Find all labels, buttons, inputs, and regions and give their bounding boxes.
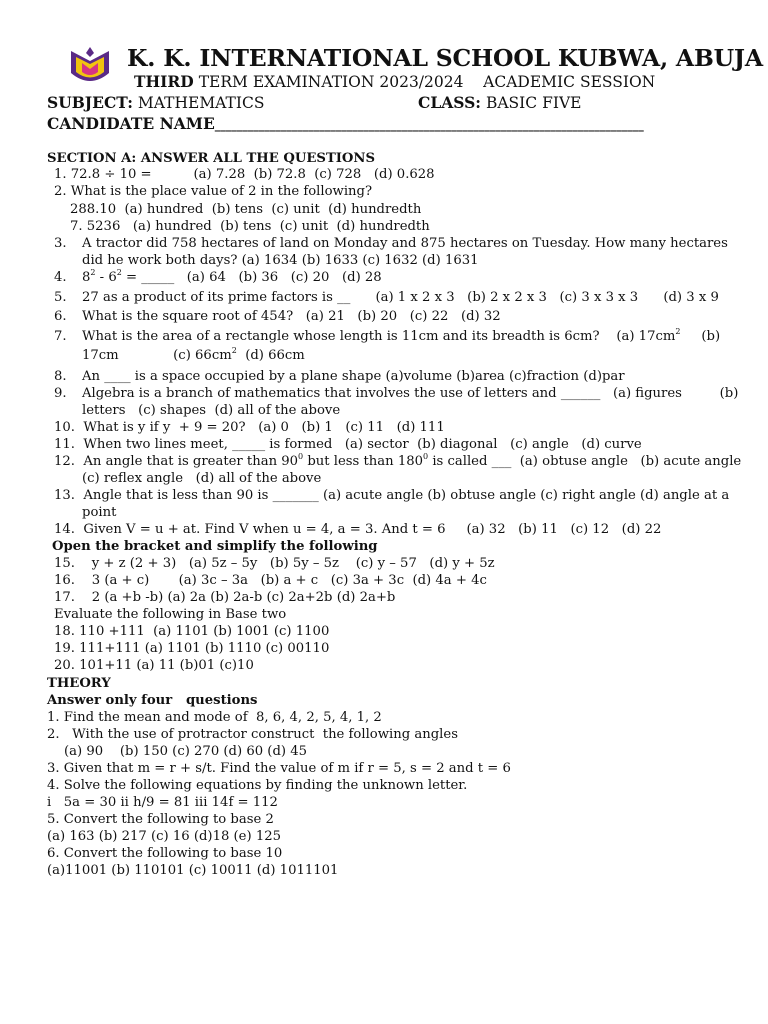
term-bold: THIRD (134, 72, 194, 91)
q7-exponent-2: 2 (231, 346, 237, 355)
question-11: 11. When two lines meet, _____ is formed (a) sector (b) diagonal (c) angle (d) curve (54, 437, 642, 452)
term-rest: TERM EXAMINATION 2023/2024 ACADEMIC SESSION (193, 73, 656, 91)
question-5-number: 5. (54, 290, 67, 305)
question-13-cont: point (82, 505, 117, 520)
q4-rest: = _____ (a) 64 (b) 36 (c) 20 (d) 28 (121, 270, 382, 285)
question-5: 27 as a product of its prime factors is __ (a) 1 x 2 x 3 (b) 2 x 2 x 3 (c) 3 x 3 x 3 (d) 3 x 9 (82, 290, 719, 305)
theory-question-5: 5. Convert the following to base 2 (47, 812, 274, 827)
question-3-cont: did he work both days? (a) 1634 (b) 1633 (c) 1632 (d) 1631 (82, 253, 479, 268)
question-20: 20. 101+11 (a) 11 (b)01 (c)10 (54, 658, 254, 673)
section-a-title: SECTION A: ANSWER ALL THE QUESTIONS (47, 151, 375, 166)
school-name: K. K. INTERNATIONAL SCHOOL KUBWA, ABUJA (127, 44, 763, 72)
question-9: Algebra is a branch of mathematics that involves the use of letters and ______ (a) figures (b) (82, 386, 739, 401)
q4-exponent-2: 2 (116, 268, 122, 277)
question-12 (54, 453, 741, 470)
question-2-part-b: 7. 5236 (a) hundred (b) tens (c) unit (d) hundredth (70, 219, 430, 234)
question-8: An ____ is a space occupied by a plane shape (a)volume (b)area (c)fraction (d)par (82, 369, 625, 384)
question-1: 1. 72.8 ÷ 10 = (a) 7.28 (b) 72.8 (c) 728 (d) 0.628 (54, 167, 435, 182)
theory-question-2: 2. With the use of protractor construct the following angles (47, 727, 458, 742)
school-crest-logo (68, 47, 112, 89)
subject-value: MATHEMATICS (133, 94, 265, 112)
theory-question-1: 1. Find the mean and mode of 8, 6, 4, 2, 5, 4, 1, 2 (47, 710, 382, 725)
candidate-name-line (47, 114, 644, 133)
theory-question-4-parts: i 5a = 30 ii h/9 = 81 iii 14f = 112 (47, 795, 278, 810)
question-6: What is the square root of 454? (a) 21 (b) 20 (c) 22 (d) 32 (82, 309, 501, 324)
q7-option-d: (d) 66cm (236, 348, 305, 363)
exam-term-line (134, 72, 655, 91)
theory-title: THEORY (47, 676, 111, 691)
q12-degree-1: 0 (298, 452, 304, 461)
question-2-part-a: 288.10 (a) hundred (b) tens (c) unit (d) hundredth (70, 202, 422, 217)
question-9-cont: letters (c) shapes (d) all of the above (82, 403, 341, 418)
q4-exponent-1: 2 (90, 268, 96, 277)
question-3-number: 3. (54, 236, 67, 251)
q4-base: 8 (82, 270, 91, 285)
question-4 (82, 269, 382, 286)
q12-text-b: but less than 180 (303, 454, 424, 469)
class-label: CLASS: (418, 93, 482, 112)
theory-question-6-parts: (a)11001 (b) 110101 (c) 10011 (d) 1011101 (47, 863, 339, 878)
question-8-number: 8. (54, 369, 67, 384)
candidate-underline: ______________________________________________________________________________ (214, 119, 644, 132)
theory-question-2-options: (a) 90 (b) 150 (c) 270 (d) 60 (d) 45 (64, 744, 308, 759)
question-7-number: 7. (54, 329, 67, 344)
question-18: 18. 110 +111 (a) 1101 (b) 1001 (c) 1100 (54, 624, 330, 639)
base-two-title: Evaluate the following in Base two (54, 607, 287, 622)
bracket-section-title: Open the bracket and simplify the following (52, 539, 378, 554)
question-16: 16. 3 (a + c) (a) 3c – 3a (b) a + c (c) 3a + 3c (d) 4a + 4c (54, 573, 487, 588)
question-14: 14. Given V = u + at. Find V when u = 4, a = 3. And t = 6 (a) 32 (b) 11 (c) 12 (d) 22 (54, 522, 662, 537)
question-4-number: 4. (54, 270, 67, 285)
class-line (418, 93, 581, 112)
theory-question-5-parts: (a) 163 (b) 217 (c) 16 (d)18 (e) 125 (47, 829, 281, 844)
q7-exponent: 2 (675, 327, 681, 336)
theory-instruction: Answer only four questions (47, 693, 258, 708)
candidate-label: CANDIDATE NAME (47, 114, 215, 133)
question-13: 13. Angle that is less than 90 is _______ (a) acute angle (b) obtuse angle (c) right angle (d) angle at a (54, 488, 730, 503)
subject-line (47, 93, 264, 112)
class-value: BASIC FIVE (481, 94, 582, 112)
question-9-number: 9. (54, 386, 67, 401)
question-12-cont: (c) reflex angle (d) all of the above (82, 471, 322, 486)
question-10: 10. What is y if y + 9 = 20? (a) 0 (b) 1 (c) 11 (d) 111 (54, 420, 445, 435)
question-3: A tractor did 758 hectares of land on Monday and 875 hectares on Tuesday. How many hectares (82, 236, 728, 251)
q7-text: What is the area of a rectangle whose length is 11cm and its breadth is 6cm? (a) 17cm (82, 329, 676, 344)
question-7-cont (82, 347, 305, 364)
subject-label: SUBJECT: (47, 93, 133, 112)
question-2: 2. What is the place value of 2 in the following? (54, 184, 373, 199)
question-7 (82, 328, 720, 345)
question-6-number: 6. (54, 309, 67, 324)
q4-mid: - 6 (95, 270, 117, 285)
theory-question-6: 6. Convert the following to base 10 (47, 846, 283, 861)
q7-option-b-label: (b) (680, 329, 721, 344)
question-19: 19. 111+111 (a) 1101 (b) 1110 (c) 00110 (54, 641, 330, 656)
q12-text-a: 12. An angle that is greater than 90 (54, 454, 299, 469)
theory-question-4: 4. Solve the following equations by finding the unknown letter. (47, 778, 468, 793)
q7-cont-text: 17cm (c) 66cm (82, 348, 232, 363)
question-17: 17. 2 (a +b -b) (a) 2a (b) 2a-b (c) 2a+2b (d) 2a+b (54, 590, 396, 605)
q12-degree-2: 0 (423, 452, 429, 461)
question-15: 15. y + z (2 + 3) (a) 5z – 5y (b) 5y – 5z (c) y – 57 (d) y + 5z (54, 556, 495, 571)
theory-question-3: 3. Given that m = r + s/t. Find the value of m if r = 5, s = 2 and t = 6 (47, 761, 511, 776)
q12-text-c: is called ___ (a) obtuse angle (b) acute angle (428, 454, 742, 469)
